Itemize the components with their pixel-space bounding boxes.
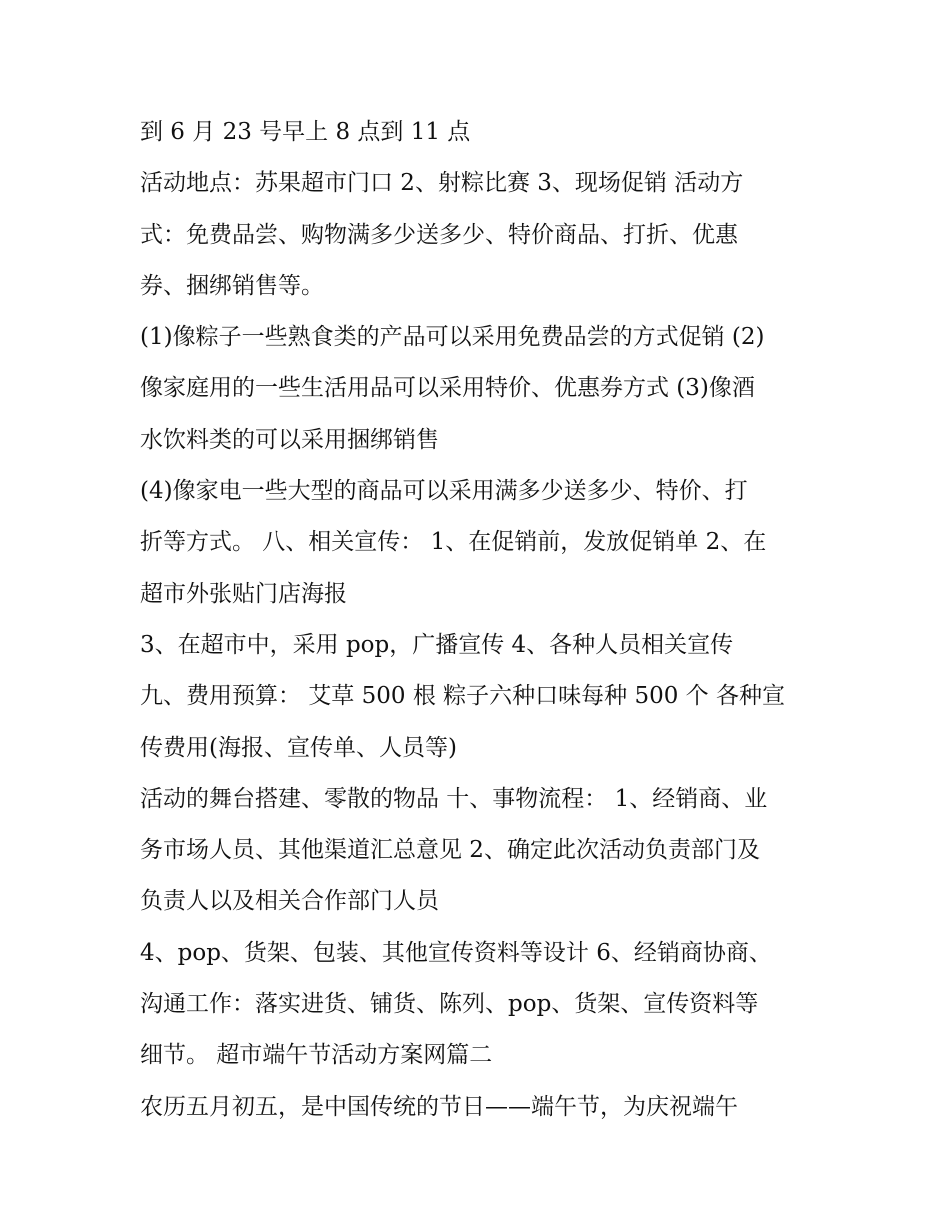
text-line: 式：免费品尝、购物满多少送多少、特价商品、打折、优惠 — [140, 221, 738, 248]
text-line: 4、pop、货架、包装、其他宣传资料等设计 6、经销商协商、 — [140, 939, 772, 966]
text-line: 活动地点：苏果超市门口 2、射粽比赛 3、现场促销 活动方 — [140, 170, 744, 197]
text-line: 券、捆绑销售等。 — [140, 272, 324, 299]
text-line: 活动的舞台搭建、零散的物品 十、事物流程： 1、经销商、业 — [140, 785, 768, 812]
text-line: 水饮料类的可以采用捆绑销售 — [140, 426, 439, 453]
text-line: 农历五月初五，是中国传统的节日——端午节，为庆祝端午 — [140, 1093, 738, 1120]
text-line: 折等方式。 八、相关宣传： 1、在促销前，发放促销单 2、在 — [140, 529, 767, 556]
text-line: 3、在超市中，采用 pop，广播宣传 4、各种人员相关宣传 — [140, 631, 734, 658]
text-line: 沟通工作：落实进货、铺货、陈列、pop、货架、宣传资料等 — [140, 991, 759, 1018]
text-line: 到 6 月 23 号早上 8 点到 11 点 — [140, 119, 471, 145]
text-line: 传费用(海报、宣传单、人员等) — [140, 734, 457, 761]
text-line: 务市场人员、其他渠道汇总意见 2、确定此次活动负责部门及 — [140, 837, 760, 864]
document-body — [140, 107, 820, 1133]
text-line: 九、费用预算： 艾草 500 根 粽子六种口味每种 500 个 各种宣 — [140, 683, 785, 710]
text-line: 超市外张贴门店海报 — [140, 580, 347, 607]
text-line: 细节。 超市端午节活动方案网篇二 — [140, 1042, 493, 1069]
text-line: 像家庭用的一些生活用品可以采用特价、优惠券方式 (3)像酒 — [140, 375, 755, 402]
text-line: (4)像家电一些大型的商品可以采用满多少送多少、特价、打 — [140, 478, 748, 505]
text-line: (1)像粽子一些熟食类的产品可以采用免费品尝的方式促销 (2) — [140, 324, 765, 351]
text-line: 负责人以及相关合作部门人员 — [140, 888, 439, 915]
